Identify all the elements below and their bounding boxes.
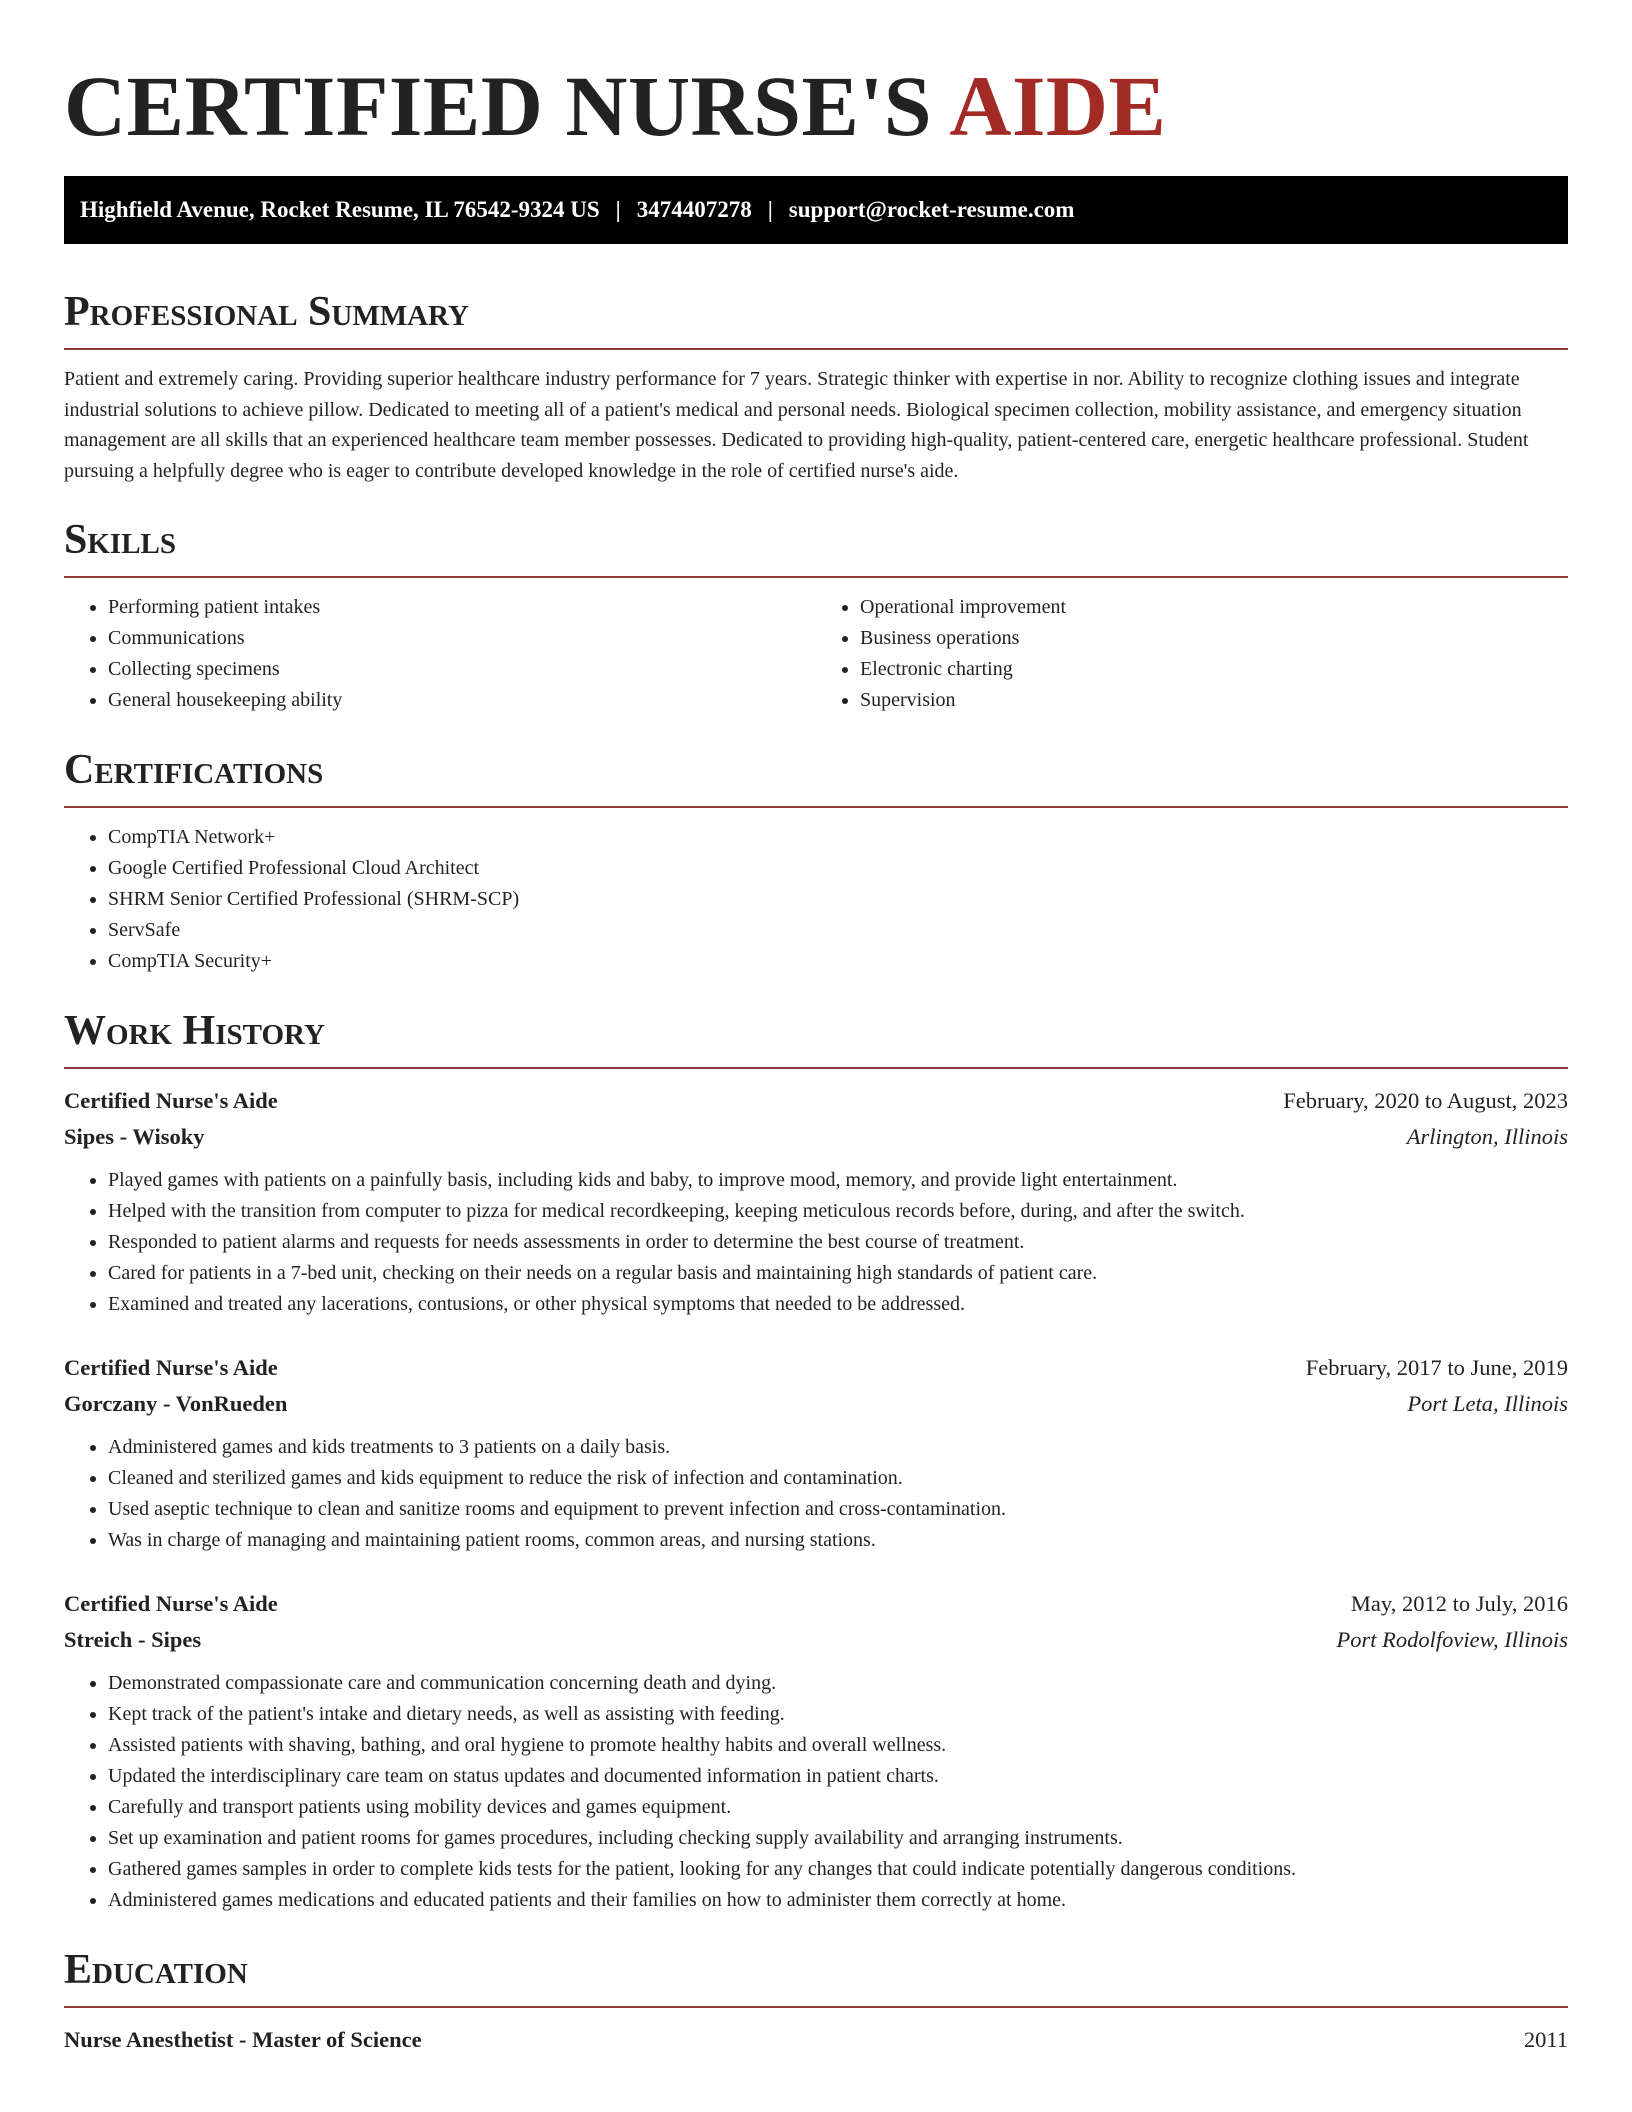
section-heading: Skills xyxy=(64,517,177,563)
skill-item: • General housekeeping ability xyxy=(108,685,816,716)
job-header xyxy=(64,1350,1568,1386)
section-divider xyxy=(64,2006,1568,2008)
skill-item: • Communications xyxy=(108,623,816,654)
job-bullets xyxy=(64,1165,1568,1320)
job-header xyxy=(64,1083,1568,1119)
title-main: CERTIFIED NURSE'S xyxy=(64,58,933,154)
summary-text: Patient and extremely caring. Providing superior healthcare industry performance for 7 years. Strategic thinker with expertise in nor. Ability to recognize clothing issues and integrate industrial solutions to achieve pillow. Dedicated to meeting all of a patient's medical and personal needs. Biological specimen collection, mobility assistance, and emergency situation management are all skills that an experienced healthcare team member possesses. Dedicated to providing high-quality, patient-centered care, energetic healthcare professional. Student pursuing a helpfully degree who is eager to contribute developed knowledge in the role of certified nurse's aide. xyxy=(64,368,1529,482)
job-bullet: • Cared for patients in a 7-bed unit, checking on their needs on a regular basis and maintaining high standards of patient care. xyxy=(108,1258,1568,1289)
section-heading: Work History xyxy=(64,1008,325,1054)
contact-separator: | xyxy=(615,197,621,222)
job-subheader xyxy=(64,1386,1568,1422)
job-bullet: • Responded to patient alarms and requests for needs assessments in order to determine the best course of treatment. xyxy=(108,1227,1568,1258)
skill-item: • Electronic charting xyxy=(860,654,1568,685)
contact-address: Highfield Avenue, Rocket Resume, IL 76542-9324 US xyxy=(80,197,600,222)
contact-email: support@rocket-resume.com xyxy=(788,197,1075,222)
title-accent: AIDE xyxy=(949,58,1167,154)
job-company: Gorczany - VonRueden xyxy=(64,1391,288,1416)
skill-item: • Performing patient intakes xyxy=(108,592,816,623)
job-bullet: • Set up examination and patient rooms for games procedures, including checking supply availability and arranging instruments. xyxy=(108,1823,1568,1854)
job-company: Sipes - Wisoky xyxy=(64,1124,205,1149)
job-dates: May, 2012 to July, 2016 xyxy=(1350,1591,1568,1616)
education-header xyxy=(64,2022,1568,2058)
job-title: Certified Nurse's Aide xyxy=(64,1591,278,1616)
job-bullet: • Played games with patients on a painfully basis, including kids and baby, to improve mood, memory, and provide light entertainment. xyxy=(108,1165,1568,1196)
job-location: Arlington, Illinois xyxy=(1406,1124,1568,1149)
job-bullet: • Administered games and kids treatments to 3 patients on a daily basis. xyxy=(108,1432,1568,1463)
contact-bar xyxy=(64,176,1568,244)
certification-item: • SHRM Senior Certified Professional (SHRM-SCP) xyxy=(108,884,1568,915)
skill-item: • Collecting specimens xyxy=(108,654,816,685)
education-section xyxy=(64,1944,1568,2058)
skills-section xyxy=(64,514,1568,716)
certifications-section xyxy=(64,744,1568,977)
job-header xyxy=(64,1586,1568,1622)
work-history-section xyxy=(64,1005,1568,1916)
job-bullet: • Kept track of the patient's intake and dietary needs, as well as assisting with feeding. xyxy=(108,1699,1568,1730)
job-dates: February, 2020 to August, 2023 xyxy=(1283,1088,1568,1113)
certification-item: • ServSafe xyxy=(108,915,1568,946)
job-entry xyxy=(64,1083,1568,1320)
job-entry xyxy=(64,1350,1568,1556)
section-divider xyxy=(64,348,1568,350)
certification-item: • CompTIA Network+ xyxy=(108,822,1568,853)
skill-item: • Business operations xyxy=(860,623,1568,654)
job-bullet: • Administered games medications and educated patients and their families on how to administer them correctly at home. xyxy=(108,1885,1568,1916)
contact-phone: 3474407278 xyxy=(636,197,752,222)
education-degree: Nurse Anesthetist - Master of Science xyxy=(64,2027,422,2052)
skills-columns xyxy=(64,592,1568,716)
job-subheader xyxy=(64,1119,1568,1155)
resume-title xyxy=(64,0,1568,156)
certification-item: • CompTIA Security+ xyxy=(108,946,1568,977)
job-entry xyxy=(64,1586,1568,1916)
contact-separator: | xyxy=(767,197,773,222)
job-bullet: • Examined and treated any lacerations, contusions, or other physical symptoms that needed to be addressed. xyxy=(108,1289,1568,1320)
job-bullets xyxy=(64,1668,1568,1916)
job-bullet: • Helped with the transition from computer to pizza for medical recordkeeping, keeping meticulous records before, during, and after the switch. xyxy=(108,1196,1568,1227)
skills-list-right xyxy=(816,592,1568,716)
section-heading: Education xyxy=(64,1947,248,1993)
job-company: Streich - Sipes xyxy=(64,1627,202,1652)
job-bullet: • Assisted patients with shaving, bathing, and oral hygiene to promote healthy habits and overall wellness. xyxy=(108,1730,1568,1761)
job-subheader xyxy=(64,1622,1568,1658)
job-bullet: • Used aseptic technique to clean and sanitize rooms and equipment to prevent infection and cross-contamination. xyxy=(108,1494,1568,1525)
job-bullet: • Gathered games samples in order to complete kids tests for the patient, looking for any changes that could indicate potentially dangerous conditions. xyxy=(108,1854,1568,1885)
job-bullet: • Carefully and transport patients using mobility devices and games equipment. xyxy=(108,1792,1568,1823)
skill-item: • Operational improvement xyxy=(860,592,1568,623)
resume-page xyxy=(64,0,1568,2058)
job-dates: February, 2017 to June, 2019 xyxy=(1305,1355,1568,1380)
job-bullets xyxy=(64,1432,1568,1556)
skills-list-left xyxy=(64,592,816,716)
job-location: Port Leta, Illinois xyxy=(1407,1391,1568,1416)
section-heading: Professional Summary xyxy=(64,289,469,335)
job-bullet: • Updated the interdisciplinary care team on status updates and documented information in patient charts. xyxy=(108,1761,1568,1792)
job-bullet: • Demonstrated compassionate care and communication concerning death and dying. xyxy=(108,1668,1568,1699)
job-location: Port Rodolfoview, Illinois xyxy=(1336,1627,1568,1652)
summary-section xyxy=(64,286,1568,486)
certifications-list xyxy=(64,822,1568,977)
education-year: 2011 xyxy=(1523,2027,1568,2052)
section-heading: Certifications xyxy=(64,747,324,793)
certification-item: • Google Certified Professional Cloud Architect xyxy=(108,853,1568,884)
section-divider xyxy=(64,576,1568,578)
job-bullet: • Was in charge of managing and maintaining patient rooms, common areas, and nursing stations. xyxy=(108,1525,1568,1556)
job-title: Certified Nurse's Aide xyxy=(64,1355,278,1380)
job-title: Certified Nurse's Aide xyxy=(64,1088,278,1113)
section-divider xyxy=(64,1067,1568,1069)
section-divider xyxy=(64,806,1568,808)
skill-item: • Supervision xyxy=(860,685,1568,716)
job-bullet: • Cleaned and sterilized games and kids equipment to reduce the risk of infection and contamination. xyxy=(108,1463,1568,1494)
